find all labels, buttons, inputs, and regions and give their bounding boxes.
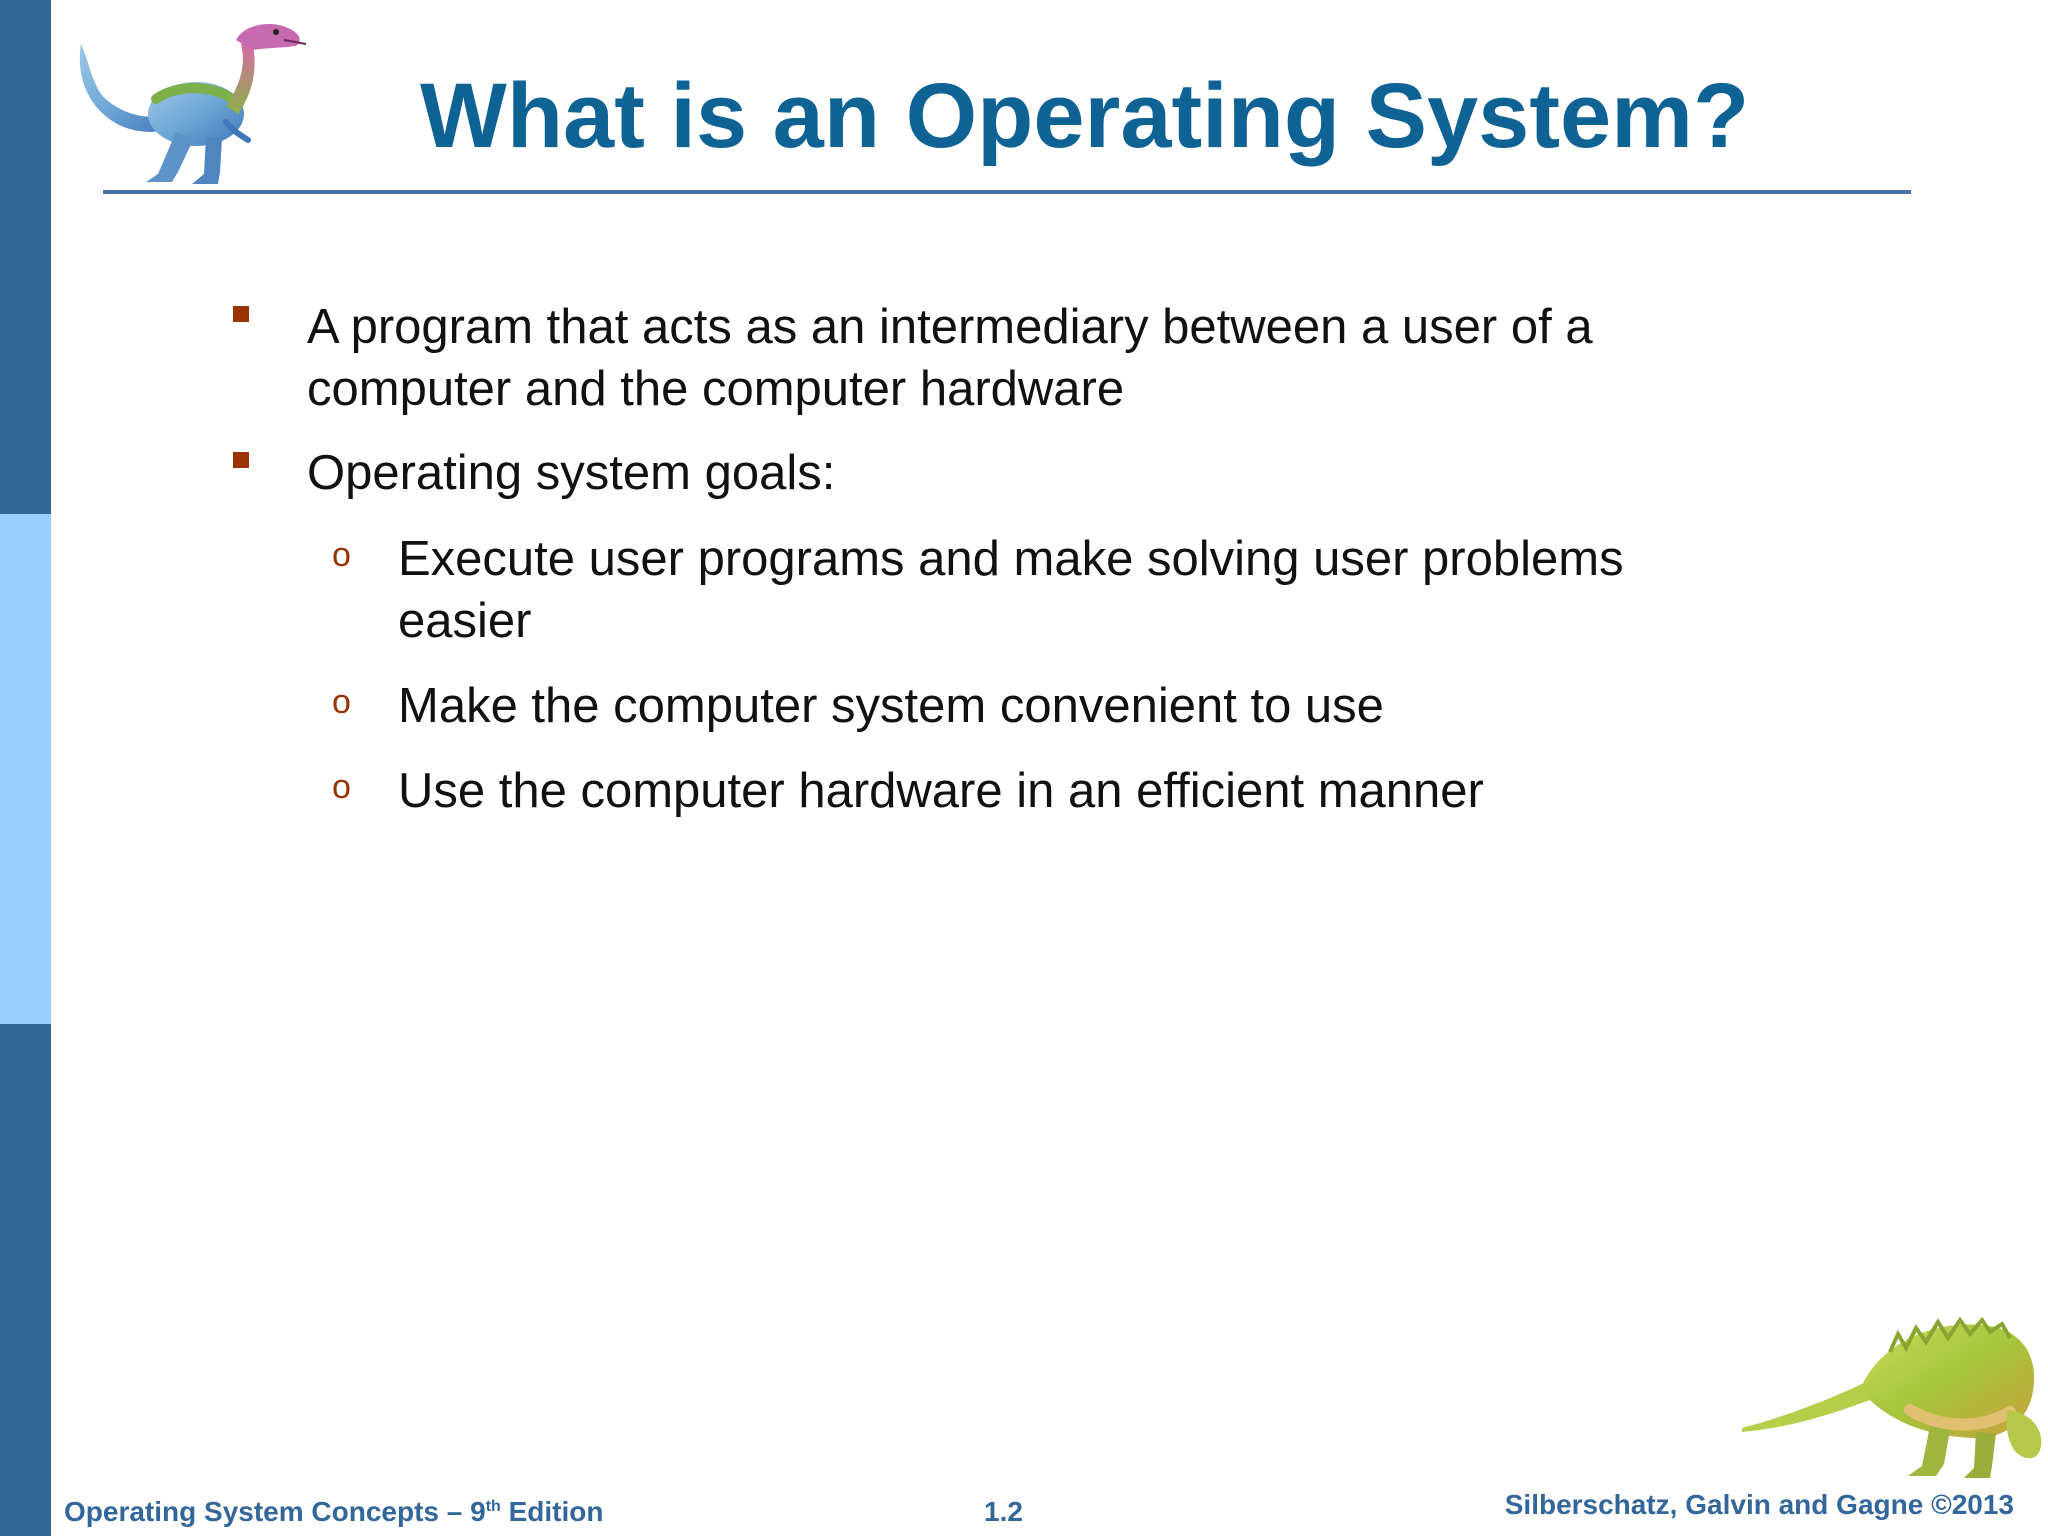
circle-bullet-icon: o	[332, 683, 351, 721]
edition-superscript: th	[485, 1498, 501, 1515]
sub-bullet-item	[398, 760, 1484, 822]
bullet-line: Execute user programs and make solving user problems	[398, 532, 1624, 586]
sub-bullet-item	[398, 675, 1384, 737]
bullet-line: computer and the computer hardware	[307, 362, 1125, 416]
bullet-line: easier	[398, 594, 532, 648]
square-bullet-icon	[233, 452, 249, 468]
dinosaur-icon	[1740, 1300, 2048, 1480]
bullet-line: A program that acts as an intermediary between a user of a	[307, 300, 1593, 354]
bullet-item	[307, 296, 1593, 420]
bullet-line: Use the computer hardware in an efficient manner	[398, 764, 1484, 818]
page-number: 1.2	[984, 1496, 1023, 1527]
circle-bullet-icon: o	[332, 768, 351, 806]
footer-copyright: Silberschatz, Galvin and Gagne ©2013	[1504, 1489, 2014, 1520]
slide-title: What is an Operating System?	[420, 65, 1750, 167]
bullet-line: Operating system goals:	[307, 446, 836, 500]
square-bullet-icon	[233, 306, 249, 322]
bullet-item	[307, 442, 835, 504]
sub-bullet-item	[398, 528, 1624, 652]
circle-bullet-icon: o	[332, 536, 351, 574]
bullet-line: Make the computer system convenient to use	[398, 679, 1384, 733]
footer-book-title: Operating System Concepts – 9th Edition	[64, 1496, 604, 1527]
